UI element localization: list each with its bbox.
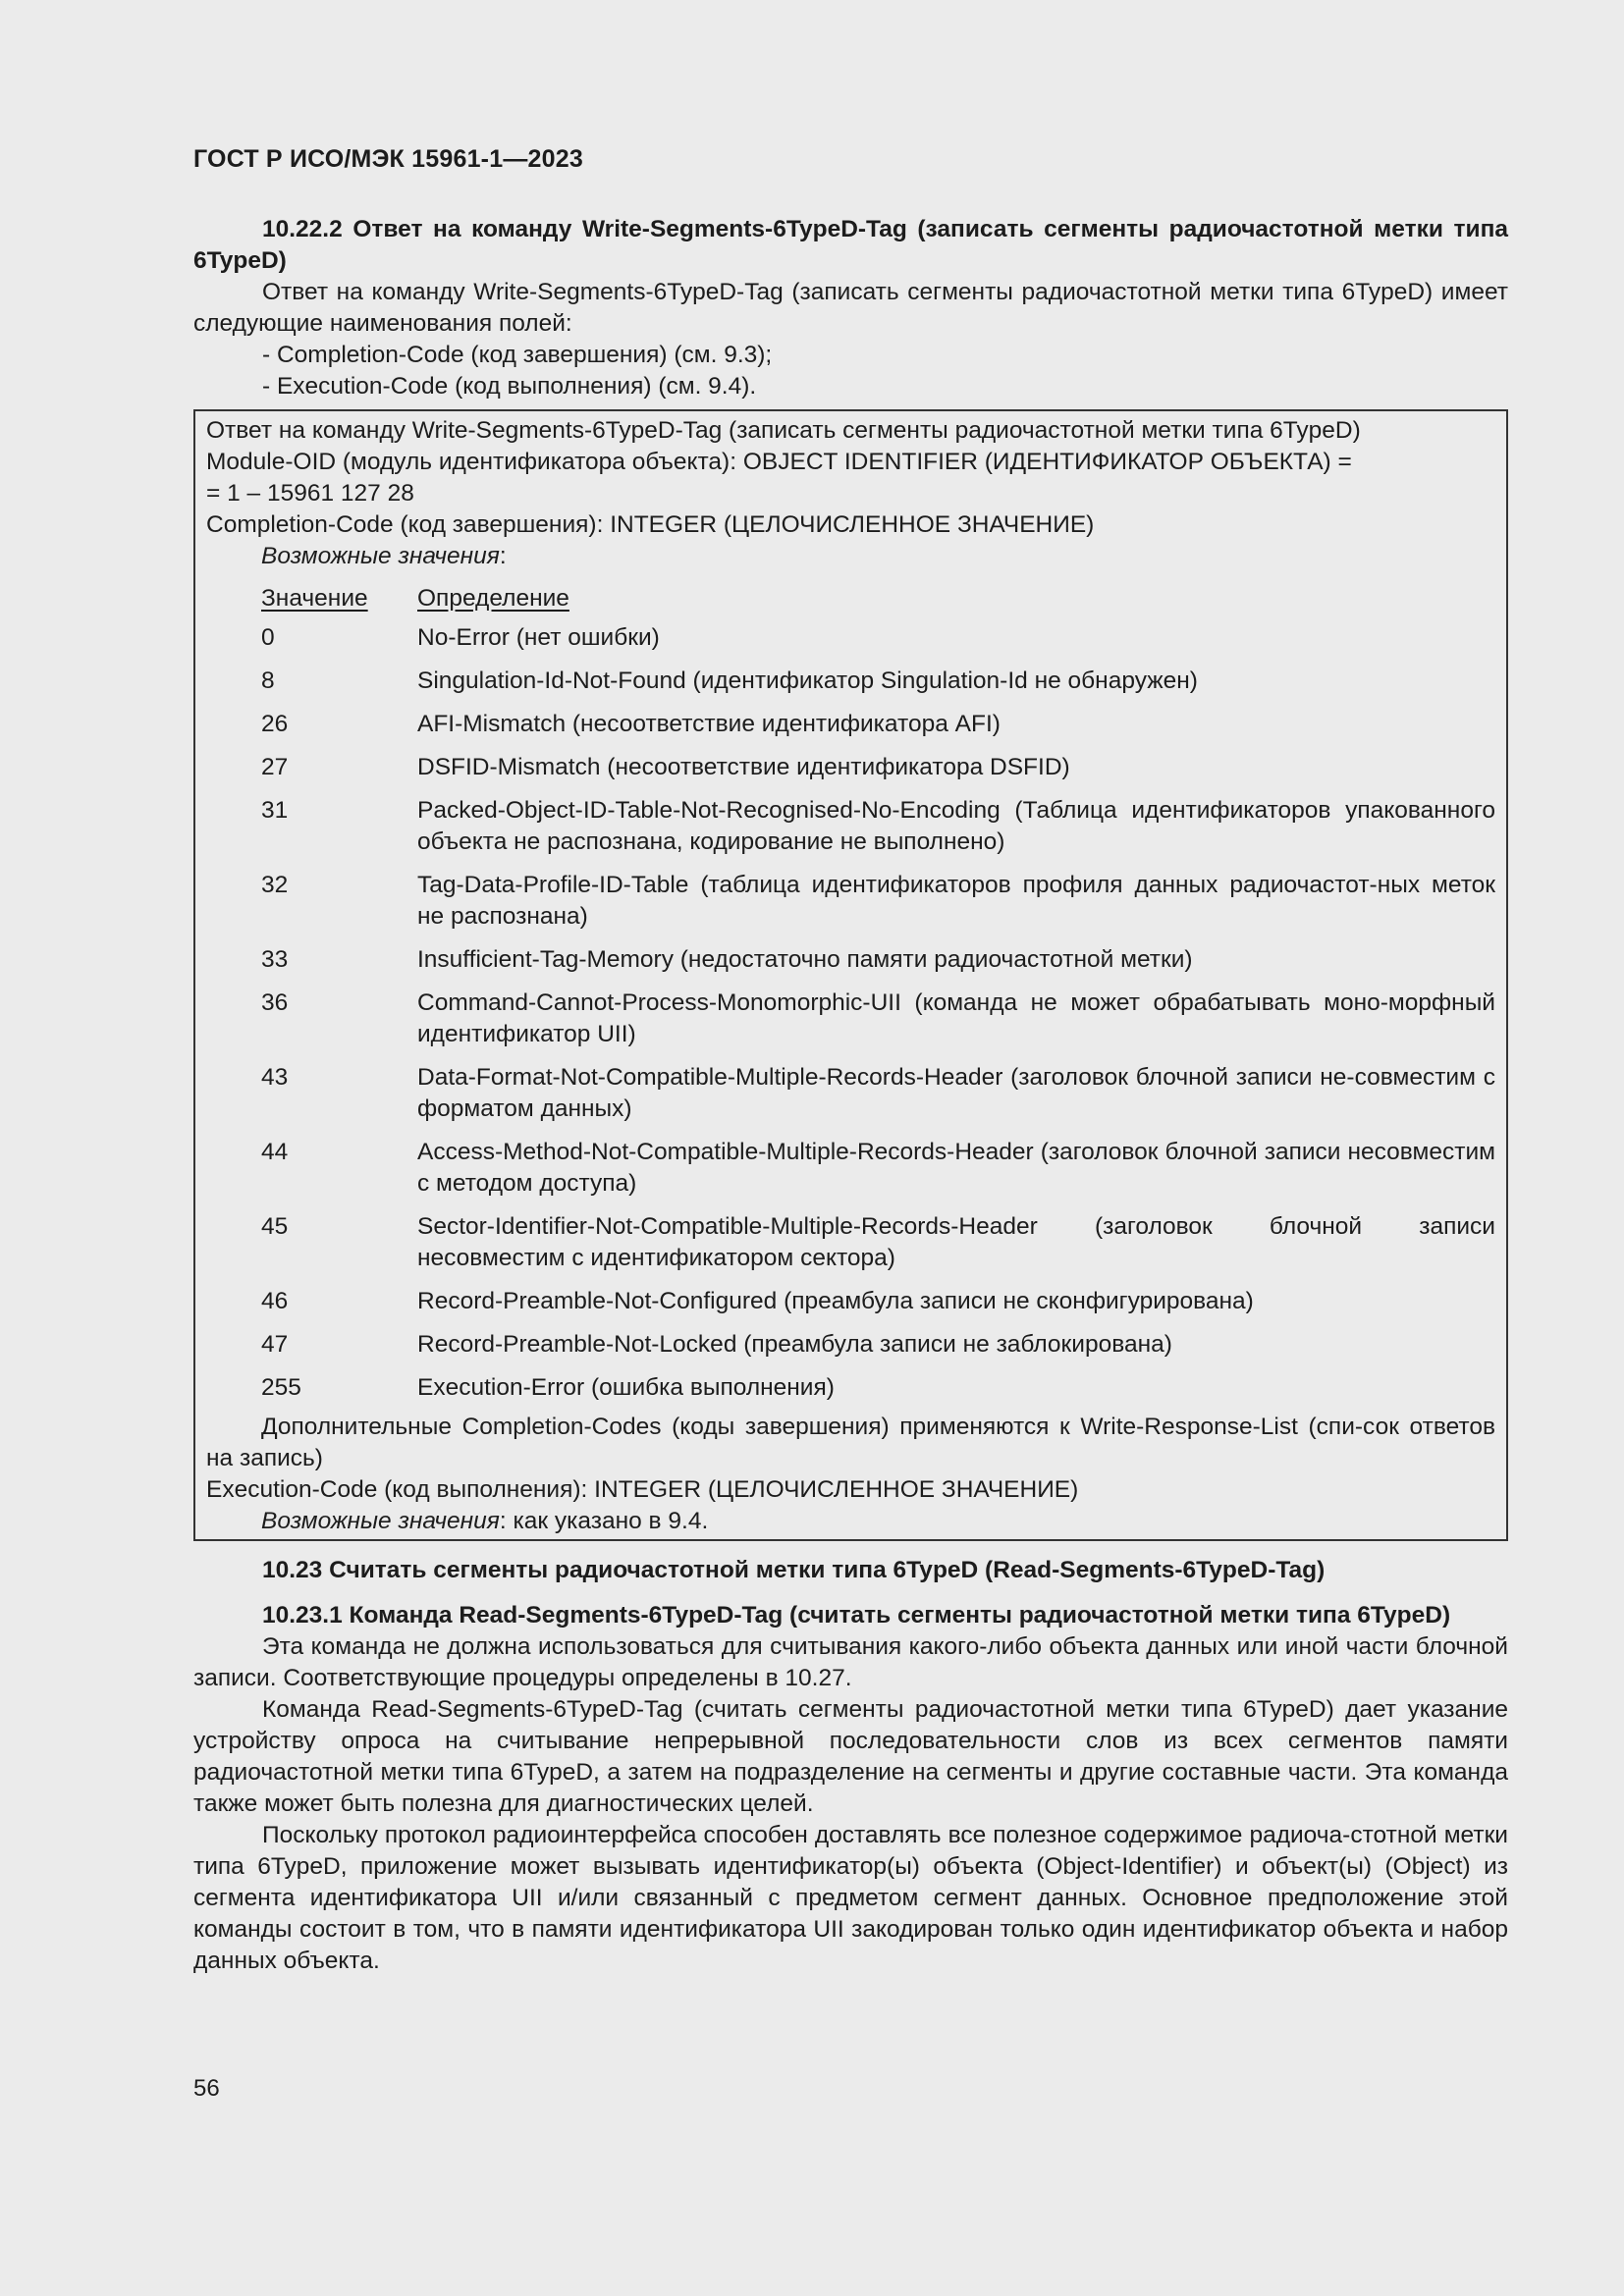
section-heading-10-23: 10.23 Считать сегменты радиочастотной метки типа 6TypeD (Read-Segments-6TypeD-Tag) [262,1557,1326,1583]
table-row [206,709,1495,740]
table-row [206,988,1495,1050]
box-title: Ответ на команду Write-Segments-6TypeD-Tag (записать сегменты радиочастотной метки типа 6TypeD) [206,417,1361,444]
row-value: 32 [261,872,289,898]
table-row [206,1372,1495,1404]
possible-values-suffix: : как указано в 9.4. [499,1508,709,1534]
possible-values-colon: : [499,543,507,569]
row-definition: Sector-Identifier-Not-Compatible-Multiple-Records-Header (заголовок блочной записи несовместим с идентификатором сектора) [417,1213,1495,1271]
completion-code-line: Completion-Code (код завершения): INTEGER (ЦЕЛОЧИСЛЕННОЕ ЗНАЧЕНИЕ) [206,511,1095,538]
row-definition: Data-Format-Not-Compatible-Multiple-Records-Header (заголовок блочной записи не-совместим с форматом данных) [417,1064,1495,1122]
body-paragraph: Поскольку протокол радиоинтерфейса способен доставлять все полезное содержимое радиоча-стотной метки типа 6TypeD, приложение может вызывать идентификатор(ы) объекта (Object-Identifier) и объект(ы) (Object) из сегмента идентификатора UII и/или связанный с предметом сегмент данных. Основное предположение этой команды состоит в том, что в памяти идентификатора UII закодирован только один идентификатор объекта и набор данных объекта. [193,1822,1508,1974]
table-row [206,622,1495,654]
additional-codes-note: Дополнительные Completion-Codes (коды завершения) применяются к Write-Response-List (спи-сок ответов на запись) [206,1414,1495,1471]
row-definition: Record-Preamble-Not-Locked (преамбула записи не заблокирована) [417,1331,1172,1358]
possible-values-italic-2: Возможные значения [261,1508,500,1534]
row-definition: Insufficient-Tag-Memory (недостаточно памяти радиочастотной метки) [417,946,1193,973]
table-row [206,795,1495,858]
execution-code-line: Execution-Code (код выполнения): INTEGER (ЦЕЛОЧИСЛЕННОЕ ЗНАЧЕНИЕ) [206,1476,1079,1503]
possible-values-italic: Возможные значения [261,543,500,569]
module-oid-line: Module-OID (модуль идентификатора объекта): OBJECT IDENTIFIER (ИДЕНТИФИКАТОР ОБЪЕКТА) = [206,449,1352,475]
body-paragraph: Эта команда не должна использоваться для считывания какого-либо объекта данных или иной части блочной записи. Соответствующие процедуры определены в 10.27. [193,1633,1508,1691]
table-row [206,1286,1495,1317]
row-definition: AFI-Mismatch (несоответствие идентификатора AFI) [417,711,1001,737]
table-row [206,1062,1495,1125]
row-definition: Access-Method-Not-Compatible-Multiple-Records-Header (заголовок блочной записи несовместим с методом доступа) [417,1139,1495,1197]
possible-values-label [206,541,1495,572]
row-value: 36 [261,989,289,1016]
module-oid-value: = 1 – 15961 127 28 [206,480,414,507]
value-header-text: Значение [261,585,368,612]
row-value: 8 [261,667,275,694]
page-number: 56 [193,2075,220,2102]
table-row [206,870,1495,933]
row-value: 26 [261,711,289,737]
row-value: 44 [261,1139,289,1165]
field-list-item: - Completion-Code (код завершения) (см. 9.3); [262,342,773,368]
row-value: 43 [261,1064,289,1091]
table-row [206,752,1495,783]
row-value: 0 [261,624,275,651]
row-definition: No-Error (нет ошибки) [417,624,660,651]
row-value: 255 [261,1374,301,1401]
row-definition: Singulation-Id-Not-Found (идентификатор Singulation-Id не обнаружен) [417,667,1198,694]
body-paragraph: Команда Read-Segments-6TypeD-Tag (считать сегменты радиочастотной метки типа 6TypeD) дает указание устройству опроса на считывание непрерывной последовательности слов из всех сегментов памяти радиочастотной метки типа 6TypeD, а затем на подразделение на сегменты и другие составные части. Эта команда также может быть полезна для диагностических целей. [193,1696,1508,1817]
row-definition: DSFID-Mismatch (несоответствие идентификатора DSFID) [417,754,1070,780]
values-table-header [206,583,1495,614]
row-definition: Record-Preamble-Not-Configured (преамбула записи не сконфигурирована) [417,1288,1254,1314]
document-page [193,143,1508,1977]
definition-column-header [417,583,1495,614]
row-value: 31 [261,797,289,824]
definition-header-text: Определение [417,585,569,612]
row-definition: Tag-Data-Profile-ID-Table (таблица идентификаторов профиля данных радиочастот-ных меток не распознана) [417,872,1495,930]
document-header: ГОСТ Р ИСО/МЭК 15961-1—2023 [193,145,583,173]
row-definition: Execution-Error (ошибка выполнения) [417,1374,835,1401]
section-intro-paragraph: Ответ на команду Write-Segments-6TypeD-Tag (записать сегменты радиочастотной метки типа 6TypeD) имеет следующие наименования полей: [193,279,1508,337]
section-heading-10-23-1: 10.23.1 Команда Read-Segments-6TypeD-Tag (считать сегменты радиочастотной метки типа 6TypeD) [262,1602,1451,1629]
row-value: 33 [261,946,289,973]
row-definition: Packed-Object-ID-Table-Not-Recognised-No-Encoding (Таблица идентификаторов упакованного объекта не распознана, кодирование не выполнено) [417,797,1495,855]
section-heading-10-22-2: 10.22.2 Ответ на команду Write-Segments-6TypeD-Tag (записать сегменты радиочастотной метки типа 6TypeD) [193,216,1508,274]
possible-values-line-2 [206,1506,1495,1537]
value-column-header [261,583,417,614]
row-value: 47 [261,1331,289,1358]
table-row [206,1137,1495,1200]
row-value: 46 [261,1288,289,1314]
table-row [206,944,1495,976]
response-definition-box [193,409,1508,1541]
row-value: 45 [261,1213,289,1240]
table-row [206,1211,1495,1274]
table-row [206,666,1495,697]
row-value: 27 [261,754,289,780]
table-row [206,1329,1495,1361]
field-list-item: - Execution-Code (код выполнения) (см. 9.4). [262,373,757,400]
row-definition: Command-Cannot-Process-Monomorphic-UII (команда не может обрабатывать моно-морфный идентификатор UII) [417,989,1495,1047]
